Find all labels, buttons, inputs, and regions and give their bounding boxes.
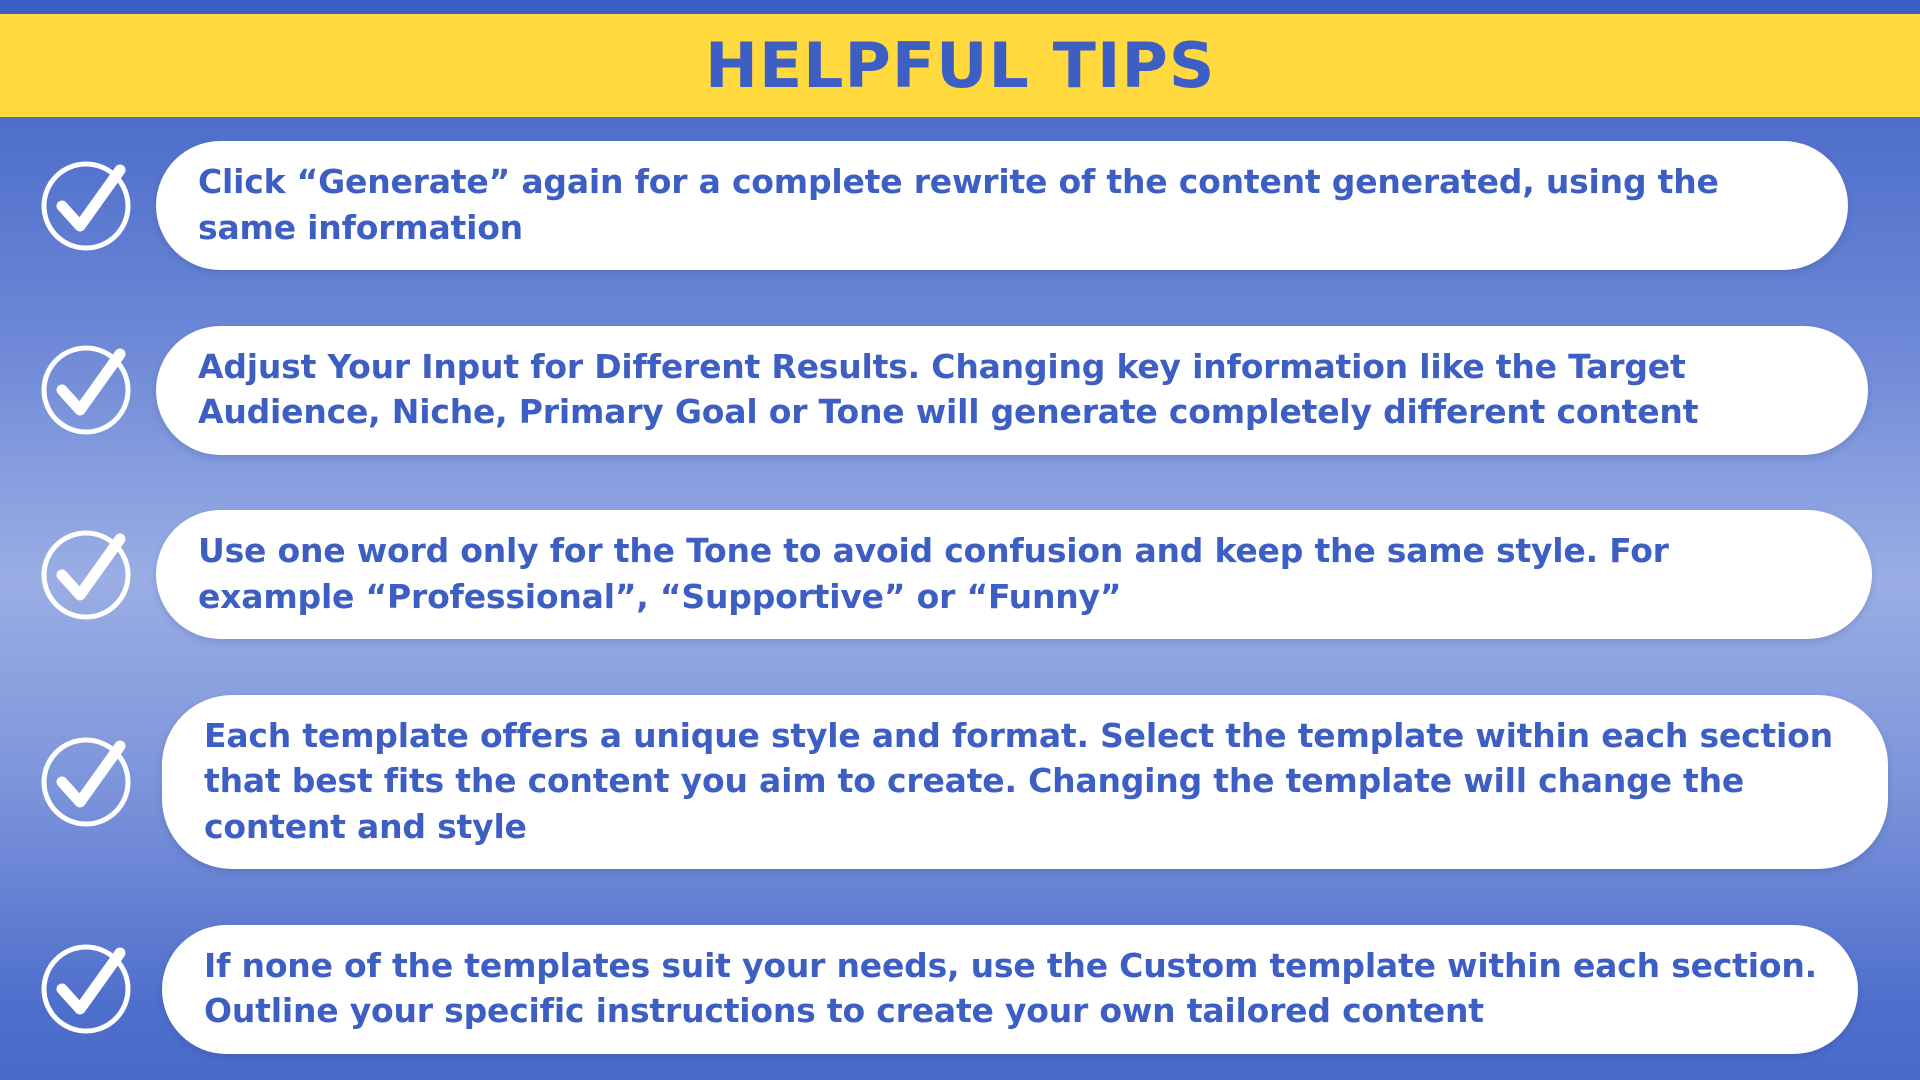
tip-text: Adjust Your Input for Different Results. Changing key information like the Target Audience, Niche, Primary Goal or Tone will generate completely different content — [198, 346, 1699, 432]
list-item — [26, 141, 1894, 270]
checkmark-circle-icon — [26, 338, 146, 442]
tip-card — [156, 141, 1848, 270]
tip-card — [162, 695, 1888, 870]
checkmark-circle-icon — [26, 154, 146, 258]
tip-card — [162, 925, 1858, 1054]
top-strip — [0, 0, 1920, 14]
tip-text: Each template offers a unique style and format. Select the template within each section that best fits the content you aim to create. Changing the template will change the content and style — [204, 715, 1833, 846]
checkmark-circle-icon — [26, 937, 146, 1041]
tip-text: If none of the templates suit your needs, use the Custom template within each section. Outline your specific instructions to create your own tailored content — [204, 945, 1817, 1031]
checkmark-circle-icon — [26, 523, 146, 627]
list-item — [26, 925, 1894, 1054]
tip-text: Use one word only for the Tone to avoid confusion and keep the same style. For example “Professional”, “Supportive” or “Funny” — [198, 531, 1669, 616]
tip-card — [156, 326, 1868, 455]
list-item — [26, 510, 1894, 639]
checkmark-circle-icon — [26, 730, 146, 834]
list-item — [26, 326, 1894, 455]
list-item — [26, 695, 1894, 870]
banner — [0, 14, 1920, 117]
tip-card — [156, 510, 1872, 639]
tips-list — [0, 117, 1920, 1080]
page-title: HELPFUL TIPS — [704, 28, 1216, 102]
tip-text: Click “Generate” again for a complete rewrite of the content generated, using the same information — [198, 162, 1719, 247]
